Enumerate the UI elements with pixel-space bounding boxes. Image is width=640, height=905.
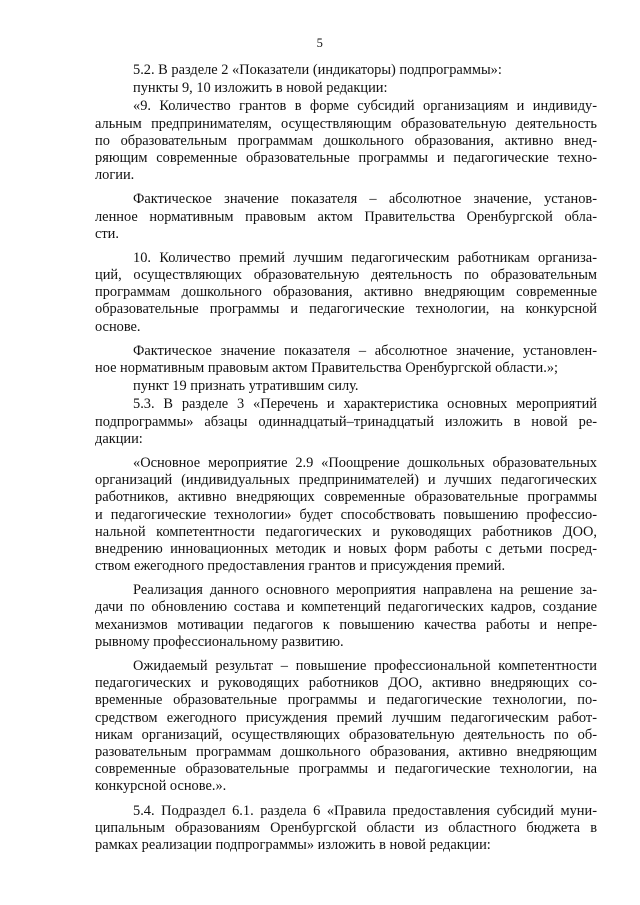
text-line: по образовательным программам дошкольного образования, активно внед- xyxy=(95,132,597,149)
text-line: пункты 9, 10 изложить в новой редакции: xyxy=(133,80,388,97)
text-line: работников, активно внедряющих современные образовательные программы xyxy=(95,489,597,506)
text-line: образовательные программы и педагогические технологии, на конкурсной xyxy=(95,301,597,318)
text-line: никам организаций, осуществляющих образовательную деятельность по об- xyxy=(95,726,597,743)
text-line: 5.2. В разделе 2 «Показатели (индикаторы) подпрограммы»: xyxy=(133,62,502,78)
text-line: временные образовательные программы и педагогические технологии, по- xyxy=(95,692,597,709)
text-line: «Основное мероприятие 2.9 «Поощрение дошкольных образовательных xyxy=(133,454,597,471)
text-line: программам дошкольного образования, активно внедряющим современные xyxy=(95,284,597,301)
paragraph-5-3 xyxy=(95,396,597,448)
text-line: нальной компетентности педагогических и руководящих работников ДОО, xyxy=(95,523,597,540)
text-line: дакции: xyxy=(95,430,143,447)
text-line: средством ежегодного присуждения премий лучшим педагогическим работ- xyxy=(95,709,597,726)
text-line: пункт 19 признать утратившим силу. xyxy=(133,378,359,395)
text-line: ряющим современные образовательные программы и педагогические техно- xyxy=(95,149,597,166)
paragraph-item-9-value xyxy=(95,191,597,243)
document-body xyxy=(95,62,597,861)
paragraph-measure-2-9 xyxy=(95,455,597,575)
text-line: Реализация данного основного мероприятия направлена на решение за- xyxy=(133,582,597,599)
page-number: 5 xyxy=(316,36,324,50)
text-line: 5.3. В разделе 3 «Перечень и характеристика основных мероприятий xyxy=(133,396,597,413)
text-line: Фактическое значение показателя – абсолютное значение, установлен- xyxy=(133,342,597,359)
text-line: современные образовательные программы и педагогические технологии, на xyxy=(95,761,597,778)
text-line: 5.4. Подраздел 6.1. раздела 6 «Правила предоставления субсидий муни- xyxy=(133,802,597,819)
paragraph-item-10 xyxy=(95,250,597,336)
text-line: ством ежегодного предоставления грантов и присуждения премий. xyxy=(95,558,506,575)
paragraph-item-10-value xyxy=(95,343,597,377)
paragraph-expected-result xyxy=(95,658,597,796)
text-line: рывному профессиональному развитию. xyxy=(95,633,344,650)
text-line: и педагогические технологии» будет способствовать повышению профессио- xyxy=(95,506,597,523)
paragraph-item-19 xyxy=(95,378,597,395)
paragraph-item-9 xyxy=(95,98,597,184)
text-line: рамках реализации подпрограммы» изложить в новой редакции: xyxy=(95,836,491,853)
paragraph-implementation xyxy=(95,582,597,651)
text-line: «9. Количество грантов в форме субсидий организациям и индивиду- xyxy=(133,98,597,115)
text-line: основе. xyxy=(95,318,141,335)
text-line: дачи по обновлению состава и компетенций педагогических кадров, создание xyxy=(95,599,597,616)
text-line: 10. Количество премий лучшим педагогическим работникам организа- xyxy=(133,249,597,266)
text-line: сти. xyxy=(95,225,119,242)
paragraph-5-2 xyxy=(95,62,597,79)
text-line: конкурсной основе.». xyxy=(95,778,227,795)
paragraph-5-4 xyxy=(95,803,597,855)
text-line: механизмов мотивации педагогов к повышению качества работы и непре- xyxy=(95,616,597,633)
text-line: педагогических и руководящих работников ДОО, активно внедряющих со- xyxy=(95,675,597,692)
text-line: альным предпринимателям, осуществляющим образовательную деятельность xyxy=(95,115,597,132)
text-line: организаций (индивидуальных предпринимателей) и лучших педагогических xyxy=(95,472,597,489)
text-line: Ожидаемый результат – повышение профессиональной компетентности xyxy=(133,658,597,674)
text-line: логии. xyxy=(95,167,135,184)
text-line: разовательным программам дошкольного образования, активно внедряющим xyxy=(95,743,597,760)
text-line: ципальным образованиям Оренбургской области из областного бюджета в xyxy=(95,819,597,836)
text-line: ленное нормативным правовым актом Правительства Оренбургской обла- xyxy=(95,208,597,225)
text-line: ций, осуществляющих образовательную деятельность по образовательным xyxy=(95,267,597,284)
text-line: Фактическое значение показателя – абсолютное значение, установ- xyxy=(133,191,597,208)
paragraph-items-9-10 xyxy=(95,80,597,97)
text-line: внедрению инновационных методик и новых форм работы с детьми посред- xyxy=(95,540,597,557)
text-line: ное нормативным правовым актом Правительства Оренбургской области.»; xyxy=(95,360,559,376)
text-line: подпрограммы» абзацы одиннадцатый–тринадцатый изложить в новой ре- xyxy=(95,413,597,430)
